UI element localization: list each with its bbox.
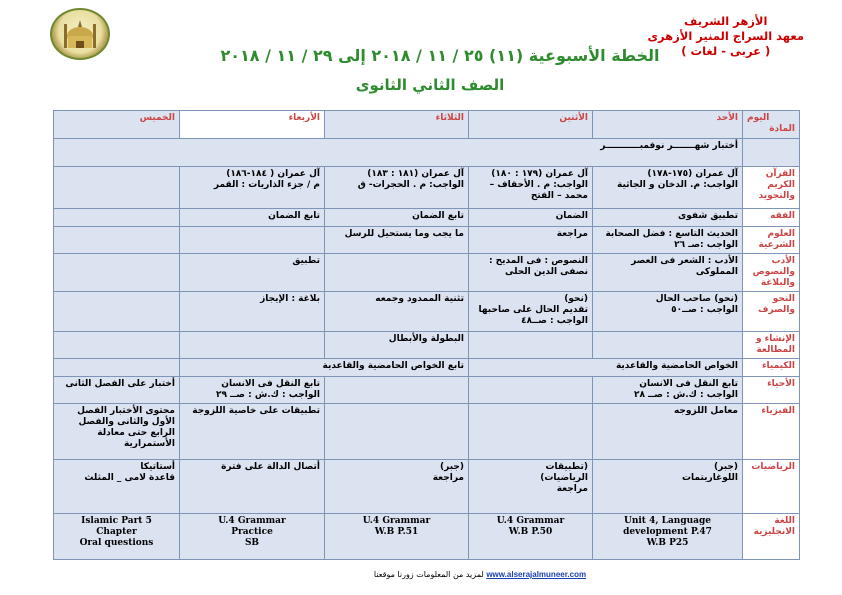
plan-cell: آل عمران ( ١٨٤-١٨٦) م / جزء الذاريات : القمر (180, 167, 325, 209)
plan-cell: تابع الضمان (325, 209, 469, 227)
plan-cell (180, 332, 325, 359)
plan-cell (54, 254, 180, 292)
plan-cell: Islamic Part 5 Chapter Oral questions (54, 514, 180, 560)
plan-cell (54, 227, 180, 254)
subject-label: النحو والصرف (743, 292, 800, 332)
plan-cell: معامل اللزوجه (593, 404, 743, 460)
mosque-emblem-icon (52, 10, 108, 58)
plan-cell: (جبر) اللوغاريتمات (593, 460, 743, 514)
plan-cell: آل عمران (١٧٥-١٧٨) الواجب: م. الدخان و الجاثية (593, 167, 743, 209)
plan-row (54, 514, 800, 560)
plan-row (54, 209, 800, 227)
subject-label: الإنشاء و المطالعة (743, 332, 800, 359)
plan-body (54, 167, 800, 560)
plan-cell: (تطبيقات الرياضيات) مراجعة (469, 460, 593, 514)
plan-cell: ما يجب وما يستحيل للرسل (325, 227, 469, 254)
plan-row (54, 254, 800, 292)
plan-cell (469, 404, 593, 460)
plan-cell: تابع الخواص الحامضية والقاعدية (180, 359, 469, 377)
day-header: الأثنين (469, 111, 593, 139)
plan-cell: الأدب : الشعر فى العصر المملوكى (593, 254, 743, 292)
page-footer (300, 570, 660, 579)
subject-label: اللغة الانجليزية (743, 514, 800, 560)
org-line-1: الأزهر الشريف (684, 14, 768, 28)
weekly-plan-title: الخطة الأسبوعية (١١) ٢٥ / ١١ / ٢٠١٨ إلى ٢٩ / ١١ / ٢٠١٨ (220, 46, 660, 65)
plan-cell: آل عمران (١٧٩ : ١٨٠) الواجب: م . الأحقاف – محمد – الفتح (469, 167, 593, 209)
plan-cell: تطبيق (180, 254, 325, 292)
plan-cell: محتوى الأختبار الفصل الأول والثانى والفصل الرابع حتى معادلة الأستمرارية (54, 404, 180, 460)
day-header: الخميس (54, 111, 180, 139)
exam-banner: أختبار شهـــــــر نوفمبـــــــــــر (54, 139, 743, 167)
institute-logo (50, 8, 110, 60)
plan-row (54, 227, 800, 254)
plan-row (54, 460, 800, 514)
subject-label: الرياضيات (743, 460, 800, 514)
subject-label: الفيزياء (743, 404, 800, 460)
subject-label: الأدب والنصوص والبلاغة (743, 254, 800, 292)
plan-cell: U.4 Grammar W.B P.51 (325, 514, 469, 560)
plan-cell: البطولة والأبطال (325, 332, 469, 359)
plan-row (54, 359, 800, 377)
plan-cell (180, 227, 325, 254)
plan-cell (54, 209, 180, 227)
plan-cell: تابع الضمان (180, 209, 325, 227)
plan-cell: الحديث التاسع : فضل الصحابة الواجب :صـ ٢٦ (593, 227, 743, 254)
plan-cell: النصوص : فى المديح : نصفى الدين الحلى (469, 254, 593, 292)
weekly-plan-table (53, 110, 800, 560)
plan-cell: U.4 Grammar Practice SB (180, 514, 325, 560)
plan-cell (469, 332, 593, 359)
corner-subject-label: المادة (769, 124, 795, 134)
plan-row (54, 292, 800, 332)
plan-cell: تابع النقل فى الانسان الواجب : ك.ش : صــ ٢٩ (180, 377, 325, 404)
plan-cell: U.4 Grammar W.B P.50 (469, 514, 593, 560)
plan-cell (54, 332, 180, 359)
plan-cell: أتصال الدالة على فترة (180, 460, 325, 514)
plan-cell: تثنية الممدود وجمعه (325, 292, 469, 332)
plan-cell: (نحو) تقديم الحال على صاحبها الواجب : صــ٤٨ (469, 292, 593, 332)
plan-row (54, 377, 800, 404)
plan-cell (469, 377, 593, 404)
plan-cell (54, 359, 180, 377)
plan-cell (325, 404, 469, 460)
plan-cell: Unit 4, Language development P.47 W.B P25 (593, 514, 743, 560)
subject-label: الفقه (743, 209, 800, 227)
plan-row (54, 167, 800, 209)
day-header-row (54, 111, 800, 139)
corner-day-label: اليوم (747, 113, 770, 123)
plan-cell: مراجعة (469, 227, 593, 254)
subject-label: الكيمياء (743, 359, 800, 377)
exam-banner-row (54, 139, 800, 167)
plan-cell (54, 167, 180, 209)
plan-cell: الخواص الحامضية والقاعدية (469, 359, 743, 377)
page-header (0, 0, 842, 108)
day-header: الأربعاء (180, 111, 325, 139)
plan-row (54, 332, 800, 359)
plan-cell: تطبيقات على خاصية اللزوجة (180, 404, 325, 460)
org-line-3: ( عربى - لغات ) (681, 44, 771, 58)
day-header: الأحد (593, 111, 743, 139)
plan-cell: تطبيق شفوى (593, 209, 743, 227)
plan-cell: أستاتيكا قاعدة لامى _ المثلث (54, 460, 180, 514)
corner-cell (743, 111, 800, 139)
plan-cell: (جبر) مراجعة (325, 460, 469, 514)
plan-cell (325, 254, 469, 292)
subject-label: القرآن الكريم والتجويد (743, 167, 800, 209)
plan-cell: الضمان (469, 209, 593, 227)
exam-banner-blank (743, 139, 800, 167)
org-line-2: معهد السراج المنير الأزهرى (647, 29, 804, 43)
plan-cell: بلاغة : الإيجاز (180, 292, 325, 332)
footer-text: لمزيد من المعلومات زورنا موقعنا (373, 570, 484, 579)
plan-cell: تابع النقل فى الانسان الواجب : ك.ش : صــ ٢٨ (593, 377, 743, 404)
plan-cell: أختبار على الفصل الثانى (54, 377, 180, 404)
subject-label: الأحياء (743, 377, 800, 404)
grade-title: الصف الثاني الثانوى (355, 76, 505, 94)
plan-cell (54, 292, 180, 332)
day-header: الثلاثاء (325, 111, 469, 139)
plan-cell (593, 332, 743, 359)
subject-label: العلوم الشرعية (743, 227, 800, 254)
plan-cell: (نحو) صاحب الحال الواجب : صــ٥٠ (593, 292, 743, 332)
website-link[interactable]: www.alserajalmuneer.com (486, 570, 587, 579)
plan-cell (325, 377, 469, 404)
plan-cell: آل عمران (١٨١ : ١٨٣) الواجب: م . الحجرات- ق (325, 167, 469, 209)
plan-row (54, 404, 800, 460)
